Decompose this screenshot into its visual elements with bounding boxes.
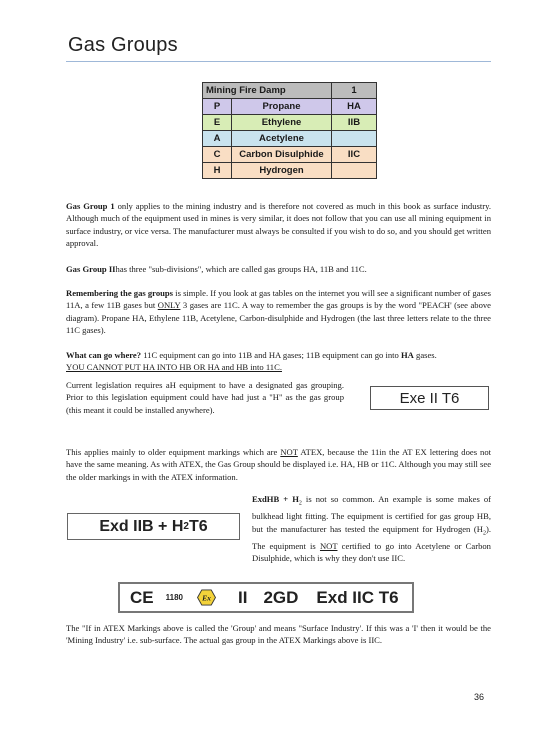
paragraph-lead: Remembering the gas groups <box>66 288 174 298</box>
marking-ce-atex <box>118 582 414 613</box>
table-row <box>203 147 377 163</box>
paragraph-gas-group-1 <box>66 200 491 250</box>
table-cell-group: HA <box>332 99 377 115</box>
emphasis-ha: HA <box>400 350 414 360</box>
table-row <box>203 163 377 179</box>
paragraph-text: 3 gases are 11C. A way to remember the gas groups is by the word "PEACH' (see above diagram). Propane HA, Ethylene 11B, Acetylene, Carbon-disulphide and Hydrogen (the last three letters relate to the three 11C gases). <box>66 300 491 336</box>
paragraph-text: ATEX, because the 11in the AT EX lettering does not have the same meaning. As with ATEX, the Gas Group should be displayed i.e. HA, HB or 11C. Although you may still see the older markings in with the ATEX information. <box>66 447 492 482</box>
paragraph-text: only applies to the mining industry and is therefore not covered as much in this book as surface industry. Although much of the equipment used in mines is very similar, it does not follow that you can use all mining equipment in surface industry, or vice versa. The manufacturer must always be consulted if you wish to do so, and you should get written approval. <box>66 201 491 249</box>
table-cell-letter: H <box>203 163 232 179</box>
ce-mark: CE <box>130 587 154 607</box>
title-divider <box>66 61 491 62</box>
table-cell-gas: Hydrogen <box>232 163 332 179</box>
subscript: 2 <box>298 500 302 507</box>
paragraph-text: is not so common. An example is some makes of bulkhead light fitting. The equipment is certified for gas group HB, but the manufacturer has tested the equipment for Hydrogen (H <box>252 494 491 534</box>
paragraph-legislation: Current legislation requires aH equipment to have a designated gas grouping. Prior to this legislation equipment could have had just a "H" as the gas group (this meant it could be installed anywhere). <box>66 380 344 415</box>
emphasis-only: ONLY <box>157 300 181 311</box>
table-row <box>203 115 377 131</box>
paragraph-text: certified to go into Acetylene or Carbon Disulphide, which is why they don't use IIC. <box>252 540 491 564</box>
table-cell-letter: C <box>203 147 232 163</box>
paragraph-text: 11C equipment can go into 11B and HA gases; 11B equipment can go into <box>141 350 401 360</box>
table-cell-group: IIB <box>332 115 377 131</box>
paragraph-lead: ExdHB + H <box>252 494 299 504</box>
paragraph-text: This applies mainly to older equipment markings which are <box>66 447 281 457</box>
gas-group-table <box>202 82 377 179</box>
svg-text:Ex: Ex <box>202 593 211 603</box>
paragraph-text: has three "sub-divisions", which are called gas groups HA, 11B and 11C. <box>115 264 367 274</box>
marking-exd-iib-h2-t6 <box>67 513 240 540</box>
warning-underlined: YOU CANNOT PUT HA INTO HB OR HA and HB into 11C. <box>66 362 282 373</box>
table-header-row <box>203 83 377 99</box>
marking-text: T6 <box>188 517 208 535</box>
table-cell-gas: Propane <box>232 99 332 115</box>
paragraph-lead: Gas Group 1 <box>66 201 115 211</box>
table-row <box>203 99 377 115</box>
marking-text: Exd IIB + H <box>99 517 184 535</box>
table-row <box>203 131 377 147</box>
paragraph-lead: Gas Group II <box>66 264 116 274</box>
paragraph-what-can-go-where <box>66 349 491 374</box>
paragraph-gas-group-2 <box>66 263 491 275</box>
table-header-mining: Mining Fire Damp <box>203 83 332 99</box>
table-cell-group <box>332 131 377 147</box>
table-cell-group <box>332 163 377 179</box>
marking-exe-ii-t6: Exe II T6 <box>370 386 489 410</box>
paragraph-lead: What can go where? <box>66 350 142 360</box>
table-cell-letter: A <box>203 131 232 147</box>
table-cell-gas: Carbon Disulphide <box>232 147 332 163</box>
ex-hexagon-icon <box>197 589 216 606</box>
table-header-group: 1 <box>332 83 377 99</box>
equipment-group: II <box>237 587 248 607</box>
page-title: Gas Groups <box>68 34 178 56</box>
paragraph-older-markings <box>66 446 491 483</box>
table-cell-letter: P <box>203 99 232 115</box>
subscript: 2 <box>482 530 486 537</box>
page-number: 36 <box>474 692 485 702</box>
emphasis-not: NOT <box>280 447 298 457</box>
protection-gas-temp: Exd IIC T6 <box>316 587 399 607</box>
category: 2GD <box>263 587 299 607</box>
table-cell-group: IIC <box>332 147 377 163</box>
emphasis-not: NOT <box>319 540 338 551</box>
paragraph-text: gases. <box>413 350 437 360</box>
table-cell-gas: Acetylene <box>232 131 332 147</box>
paragraph-remembering <box>66 287 491 337</box>
table-cell-gas: Ethylene <box>232 115 332 131</box>
notified-body-number: 1180 <box>165 593 183 602</box>
paragraph-atex-group: The "If in ATEX Markings above is called the 'Group' and means "Surface Industry'. If this was a 'I' then it would be the 'Mining Industry' i.e. sub-surface. The actual gas group in the ATEX Markings above is IIC. <box>66 623 491 646</box>
paragraph-text: ). The equipment is <box>252 523 491 551</box>
marking-subscript: 2 <box>183 521 189 532</box>
paragraph-text: is simple. If you look at gas tables on the internet you will see a significant number of gases 11A, a few 11B gases but <box>66 288 491 311</box>
paragraph-exdhb <box>252 493 491 564</box>
table-cell-letter: E <box>203 115 232 131</box>
